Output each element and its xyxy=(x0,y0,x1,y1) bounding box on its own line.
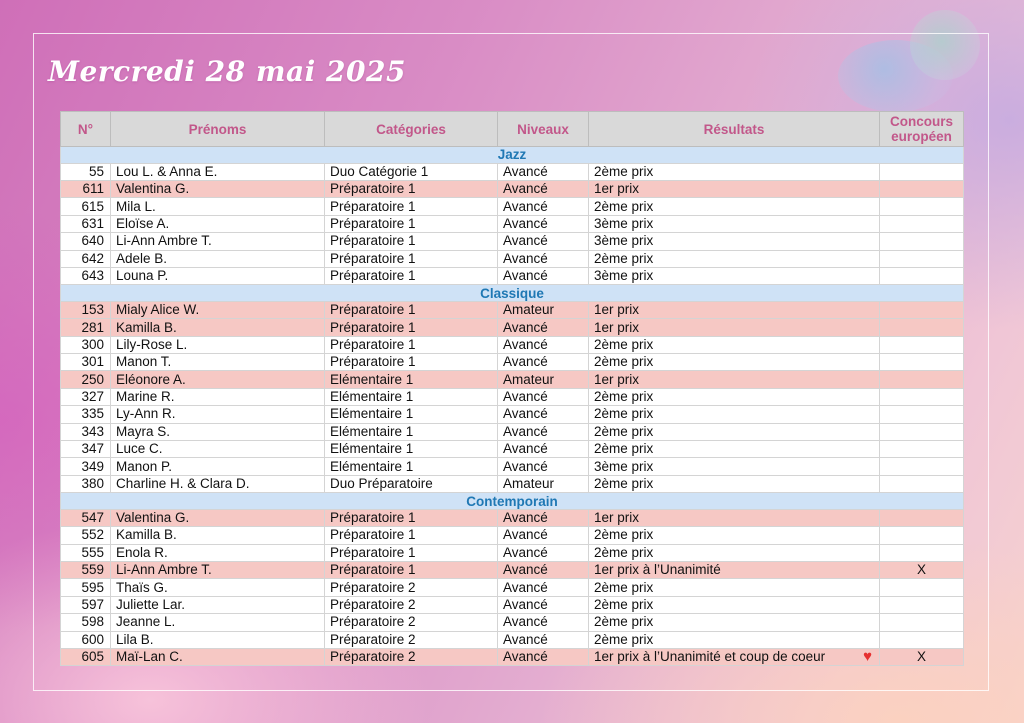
cell-concours xyxy=(880,388,964,405)
cell-num: 600 xyxy=(61,631,111,648)
cell-result: 2ème prix xyxy=(589,250,880,267)
cell-level: Avancé xyxy=(498,544,589,561)
cell-result: 1er prix xyxy=(589,319,880,336)
cell-name: Louna P. xyxy=(111,267,325,284)
table-row xyxy=(61,388,964,405)
cell-category: Préparatoire 2 xyxy=(325,614,498,631)
cell-category: Préparatoire 2 xyxy=(325,648,498,665)
cell-level: Avancé xyxy=(498,319,589,336)
cell-name: Luce C. xyxy=(111,441,325,458)
cell-num: 300 xyxy=(61,336,111,353)
cell-concours xyxy=(880,250,964,267)
cell-concours xyxy=(880,631,964,648)
cell-result: 3ème prix xyxy=(589,458,880,475)
cell-level: Amateur xyxy=(498,371,589,388)
cell-level: Avancé xyxy=(498,406,589,423)
cell-num: 615 xyxy=(61,198,111,215)
results-table xyxy=(60,111,964,666)
cell-result: 2ème prix xyxy=(589,441,880,458)
cell-level: Avancé xyxy=(498,614,589,631)
table-row xyxy=(61,371,964,388)
table-row xyxy=(61,198,964,215)
cell-level: Avancé xyxy=(498,198,589,215)
cell-num: 343 xyxy=(61,423,111,440)
cell-result: 2ème prix xyxy=(589,544,880,561)
cell-level: Avancé xyxy=(498,233,589,250)
cell-category: Elémentaire 1 xyxy=(325,371,498,388)
cell-category: Préparatoire 1 xyxy=(325,336,498,353)
cell-concours xyxy=(880,354,964,371)
cell-category: Préparatoire 1 xyxy=(325,527,498,544)
cell-result: 3ème prix xyxy=(589,215,880,232)
cell-result: 2ème prix xyxy=(589,596,880,613)
cell-concours xyxy=(880,336,964,353)
cell-name: Mila L. xyxy=(111,198,325,215)
cell-category: Elémentaire 1 xyxy=(325,458,498,475)
cell-name: Marine R. xyxy=(111,388,325,405)
cell-concours xyxy=(880,163,964,180)
table-row xyxy=(61,544,964,561)
cell-name: Lou L. & Anna E. xyxy=(111,163,325,180)
cell-result-text: 1er prix à l’Unanimité et coup de coeur xyxy=(594,649,826,665)
cell-name: Lila B. xyxy=(111,631,325,648)
cell-result: 2ème prix xyxy=(589,579,880,596)
cell-num: 327 xyxy=(61,388,111,405)
cell-name: Li-Ann Ambre T. xyxy=(111,561,325,578)
section-row xyxy=(61,285,964,302)
table-row xyxy=(61,215,964,232)
cell-num: 555 xyxy=(61,544,111,561)
cell-level: Avancé xyxy=(498,336,589,353)
page-title: Mercredi 28 mai 2025 xyxy=(48,55,406,88)
cell-name: Mayra S. xyxy=(111,423,325,440)
cell-concours xyxy=(880,406,964,423)
cell-name: Thaïs G. xyxy=(111,579,325,596)
cell-num: 301 xyxy=(61,354,111,371)
cell-name: Valentina G. xyxy=(111,180,325,197)
header-niveaux: Niveaux xyxy=(498,112,589,147)
cell-num: 597 xyxy=(61,596,111,613)
cell-category: Préparatoire 1 xyxy=(325,561,498,578)
cell-num: 347 xyxy=(61,441,111,458)
cell-result: 2ème prix xyxy=(589,336,880,353)
table-row xyxy=(61,458,964,475)
cell-concours xyxy=(880,233,964,250)
cell-name: Manon T. xyxy=(111,354,325,371)
cell-num: 547 xyxy=(61,509,111,526)
table-row xyxy=(61,406,964,423)
cell-num: 552 xyxy=(61,527,111,544)
cell-result: 2ème prix xyxy=(589,354,880,371)
table-row xyxy=(61,250,964,267)
cell-level: Avancé xyxy=(498,458,589,475)
cell-num: 631 xyxy=(61,215,111,232)
table-row xyxy=(61,233,964,250)
cell-name: Maï-Lan C. xyxy=(111,648,325,665)
cell-result: 2ème prix xyxy=(589,198,880,215)
cell-level: Avancé xyxy=(498,631,589,648)
table-row xyxy=(61,301,964,318)
cell-category: Préparatoire 1 xyxy=(325,198,498,215)
cell-level: Amateur xyxy=(498,475,589,492)
cell-num: 605 xyxy=(61,648,111,665)
cell-concours xyxy=(880,475,964,492)
table-row xyxy=(61,631,964,648)
table-row xyxy=(61,475,964,492)
table-header-row xyxy=(61,112,964,147)
cell-result: 1er prix xyxy=(589,180,880,197)
cell-num: 380 xyxy=(61,475,111,492)
cell-category: Préparatoire 1 xyxy=(325,319,498,336)
table-row xyxy=(61,614,964,631)
cell-name: Adele B. xyxy=(111,250,325,267)
cell-name: Eloïse A. xyxy=(111,215,325,232)
cell-category: Préparatoire 2 xyxy=(325,631,498,648)
table-row xyxy=(61,163,964,180)
cell-concours xyxy=(880,527,964,544)
header-concours-line1: Concours xyxy=(889,114,953,129)
cell-name: Charline H. & Clara D. xyxy=(111,475,325,492)
cell-level: Avancé xyxy=(498,180,589,197)
cell-name: Manon P. xyxy=(111,458,325,475)
cell-num: 55 xyxy=(61,163,111,180)
table-row xyxy=(61,267,964,284)
cell-level: Avancé xyxy=(498,388,589,405)
cell-category: Préparatoire 1 xyxy=(325,354,498,371)
table-row xyxy=(61,319,964,336)
cell-level: Avancé xyxy=(498,579,589,596)
cell-concours xyxy=(880,579,964,596)
table-row xyxy=(61,180,964,197)
cell-result: 2ème prix xyxy=(589,388,880,405)
cell-result: 1er prix xyxy=(589,371,880,388)
cell-category: Préparatoire 1 xyxy=(325,250,498,267)
header-concours-europeen xyxy=(880,112,964,147)
cell-num: 611 xyxy=(61,180,111,197)
cell-num: 281 xyxy=(61,319,111,336)
cell-concours xyxy=(880,371,964,388)
cell-result: 1er prix xyxy=(589,509,880,526)
cell-category: Préparatoire 1 xyxy=(325,267,498,284)
cell-concours xyxy=(880,509,964,526)
cell-num: 595 xyxy=(61,579,111,596)
section-row xyxy=(61,493,964,510)
cell-result: 1er prix xyxy=(589,301,880,318)
cell-level: Amateur xyxy=(498,301,589,318)
cell-num: 559 xyxy=(61,561,111,578)
cell-category: Elémentaire 1 xyxy=(325,388,498,405)
table-row xyxy=(61,596,964,613)
cell-category: Elémentaire 1 xyxy=(325,406,498,423)
cell-concours xyxy=(880,319,964,336)
cell-category: Préparatoire 1 xyxy=(325,180,498,197)
table-row xyxy=(61,441,964,458)
cell-category: Préparatoire 2 xyxy=(325,596,498,613)
cell-level: Avancé xyxy=(498,648,589,665)
cell-num: 640 xyxy=(61,233,111,250)
cell-level: Avancé xyxy=(498,250,589,267)
cell-category: Préparatoire 2 xyxy=(325,579,498,596)
cell-name: Mialy Alice W. xyxy=(111,301,325,318)
cell-result xyxy=(589,648,880,665)
cell-num: 335 xyxy=(61,406,111,423)
cell-concours xyxy=(880,544,964,561)
cell-result: 2ème prix xyxy=(589,475,880,492)
section-title: Jazz xyxy=(61,147,964,164)
cell-result: 3ème prix xyxy=(589,267,880,284)
cell-name: Juliette Lar. xyxy=(111,596,325,613)
cell-level: Avancé xyxy=(498,527,589,544)
cell-category: Elémentaire 1 xyxy=(325,423,498,440)
cell-result: 3ème prix xyxy=(589,233,880,250)
table-row xyxy=(61,561,964,578)
cell-level: Avancé xyxy=(498,163,589,180)
header-categories: Catégories xyxy=(325,112,498,147)
cell-category: Préparatoire 1 xyxy=(325,233,498,250)
cell-result: 2ème prix xyxy=(589,423,880,440)
table-row xyxy=(61,579,964,596)
header-prenoms: Prénoms xyxy=(111,112,325,147)
cell-category: Préparatoire 1 xyxy=(325,301,498,318)
cell-num: 349 xyxy=(61,458,111,475)
cell-num: 598 xyxy=(61,614,111,631)
cell-concours xyxy=(880,596,964,613)
cell-concours xyxy=(880,267,964,284)
cell-level: Avancé xyxy=(498,354,589,371)
table-row xyxy=(61,509,964,526)
cell-name: Enola R. xyxy=(111,544,325,561)
cell-level: Avancé xyxy=(498,215,589,232)
cell-concours xyxy=(880,180,964,197)
cell-level: Avancé xyxy=(498,423,589,440)
cell-category: Elémentaire 1 xyxy=(325,441,498,458)
header-resultats: Résultats xyxy=(589,112,880,147)
cell-category: Duo Préparatoire xyxy=(325,475,498,492)
cell-category: Préparatoire 1 xyxy=(325,215,498,232)
cell-concours: X xyxy=(880,648,964,665)
table-row xyxy=(61,527,964,544)
cell-level: Avancé xyxy=(498,561,589,578)
cell-name: Kamilla B. xyxy=(111,319,325,336)
cell-category: Préparatoire 1 xyxy=(325,544,498,561)
section-title: Contemporain xyxy=(61,493,964,510)
cell-concours xyxy=(880,198,964,215)
table-row xyxy=(61,354,964,371)
cell-level: Avancé xyxy=(498,441,589,458)
cell-result: 2ème prix xyxy=(589,614,880,631)
cell-level: Avancé xyxy=(498,267,589,284)
cell-name: Valentina G. xyxy=(111,509,325,526)
cell-result: 2ème prix xyxy=(589,163,880,180)
header-concours-line2: européen xyxy=(891,129,952,144)
cell-num: 642 xyxy=(61,250,111,267)
cell-result: 2ème prix xyxy=(589,527,880,544)
cell-name: Ly-Ann R. xyxy=(111,406,325,423)
cell-result: 2ème prix xyxy=(589,406,880,423)
cell-concours: X xyxy=(880,561,964,578)
cell-concours xyxy=(880,441,964,458)
heart-icon: ♥ xyxy=(863,648,872,666)
cell-name: Lily-Rose L. xyxy=(111,336,325,353)
cell-concours xyxy=(880,215,964,232)
cell-name: Jeanne L. xyxy=(111,614,325,631)
cell-name: Kamilla B. xyxy=(111,527,325,544)
cell-name: Li-Ann Ambre T. xyxy=(111,233,325,250)
cell-num: 250 xyxy=(61,371,111,388)
table-row xyxy=(61,423,964,440)
section-title: Classique xyxy=(61,285,964,302)
cell-name: Eléonore A. xyxy=(111,371,325,388)
cell-concours xyxy=(880,614,964,631)
cell-level: Avancé xyxy=(498,596,589,613)
table-row xyxy=(61,336,964,353)
cell-concours xyxy=(880,423,964,440)
cell-category: Duo Catégorie 1 xyxy=(325,163,498,180)
header-num: N° xyxy=(61,112,111,147)
cell-num: 153 xyxy=(61,301,111,318)
cell-concours xyxy=(880,458,964,475)
cell-result: 1er prix à l’Unanimité xyxy=(589,561,880,578)
cell-level: Avancé xyxy=(498,509,589,526)
table-row xyxy=(61,648,964,665)
cell-num: 643 xyxy=(61,267,111,284)
cell-category: Préparatoire 1 xyxy=(325,509,498,526)
cell-result: 2ème prix xyxy=(589,631,880,648)
cell-concours xyxy=(880,301,964,318)
section-row xyxy=(61,147,964,164)
